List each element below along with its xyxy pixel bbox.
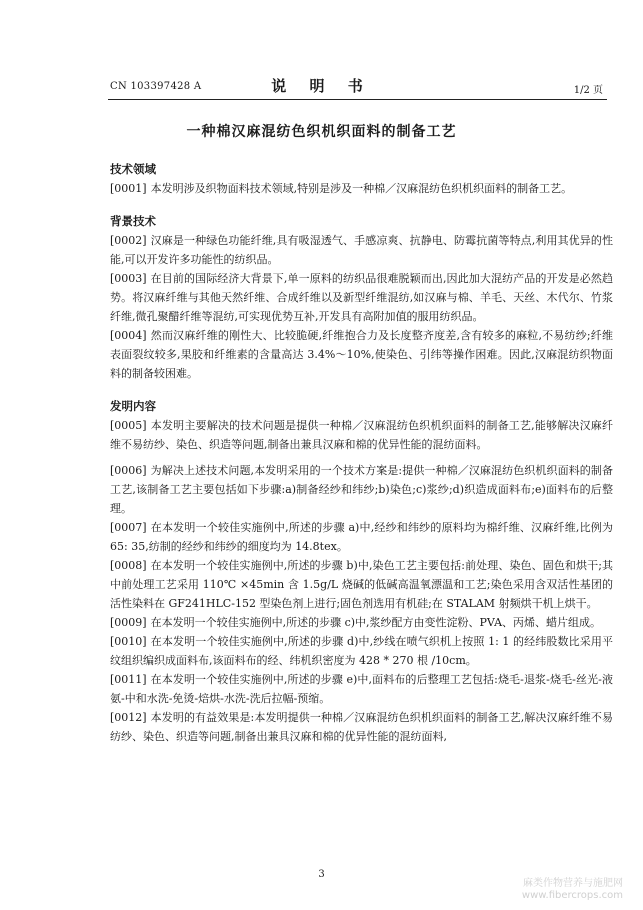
watermark-url: www.fibercrops.com: [521, 890, 623, 901]
paragraph-text: 在本发明一个较佳实施例中,所述的步骤 e)中,面料布的后整理工艺包括:烧毛-退浆-烧毛-丝光-液氨-中和水洗-免烫-焙烘-水洗-洗后拉幅-预缩。: [110, 673, 613, 705]
paragraph-number: [0001]: [110, 182, 147, 195]
header-divider: [108, 99, 607, 100]
paragraph-number: [0004]: [110, 329, 147, 342]
paragraph-number: [0009]: [110, 616, 147, 629]
paragraph-number: [0007]: [110, 521, 147, 534]
document-title: 一种棉汉麻混纺色织机织面料的制备工艺: [186, 124, 457, 140]
paragraph-text: 本发明主要解决的技术问题是提供一种棉／汉麻混纺色织机织面料的制备工艺,能够解决汉麻纤维不易纺纱、染色、织造等问题,制备出兼具汉麻和棉的优异性能的混纺面料。: [110, 419, 613, 451]
site-watermark: [522, 878, 623, 902]
paragraph-0003: [110, 269, 613, 326]
paragraph-0006: [110, 461, 613, 518]
document-type-heading: 说 明 书: [271, 77, 372, 95]
publication-number: CN 103397428 A: [110, 81, 202, 92]
page-number: 3: [318, 869, 325, 880]
paragraph-0002: [110, 231, 613, 269]
paragraph-0004: [110, 326, 613, 383]
paragraph-number: [0010]: [110, 635, 147, 648]
paragraph-text: 在本发明一个较佳实施例中,所述的步骤 a)中,经纱和纬纱的原料均为棉纤维、汉麻纤维,比例为 65: 35,纺制的经纱和纬纱的细度均为 14.8tex。: [110, 521, 613, 553]
paragraph-number: [0008]: [110, 559, 147, 572]
paragraph-number: [0002]: [110, 234, 147, 247]
paragraph-number: [0003]: [110, 272, 147, 285]
paragraph-text: 汉麻是一种绿色功能纤维,具有吸湿透气、手感凉爽、抗静电、防霉抗菌等特点,利用其优异的性能,可以开发许多功能性的纺织品。: [110, 234, 613, 266]
paragraph-number: [0006]: [110, 464, 147, 477]
paragraph-number: [0011]: [110, 673, 147, 686]
paragraph-text: 本发明的有益效果是:本发明提供一种棉／汉麻混纺色织机织面料的制备工艺,解决汉麻纤维不易纺纱、染色、织造等问题,制备出兼具汉麻和棉的优异性能的混纺面料,: [110, 711, 613, 743]
paragraph-text: 然而汉麻纤维的刚性大、比较脆硬,纤维抱合力及长度整齐度差,含有较多的麻粒,不易纺纱;纤维表面裂纹较多,果胶和纤维素的含量高达 3.4%～10%,使染色、引纬等操作困难。因此,汉麻混纺织物面料的制备较困难。: [110, 329, 613, 380]
section-heading-invention-content: 发明内容: [110, 399, 156, 413]
watermark-site-name: 麻类作物营养与施肥网: [523, 878, 623, 889]
document-body: [110, 160, 613, 746]
paragraph-0005: [110, 416, 613, 454]
paragraph-number: [0012]: [110, 711, 147, 724]
paragraph-0008: [110, 556, 613, 613]
paragraph-0007: [110, 518, 613, 556]
paragraph-number: [0005]: [110, 419, 147, 432]
page-indicator: 1/2 页: [573, 85, 603, 96]
paragraph-text: 在本发明一个较佳实施例中,所述的步骤 c)中,浆纱配方由变性淀粉、PVA、丙烯、蜡片组成。: [150, 616, 602, 629]
paragraph-0011: [110, 670, 613, 708]
paragraph-0009: [110, 613, 613, 632]
section-heading-technical-field: 技术领域: [110, 162, 156, 176]
paragraph-text: 本发明涉及织物面料技术领域,特别是涉及一种棉／汉麻混纺色织机织面料的制备工艺。: [150, 182, 573, 195]
paragraph-text: 在本发明一个较佳实施例中,所述的步骤 d)中,纱线在喷气织机上按照 1: 1 的经纬股数比采用平纹组织编织成面料布,该面料布的经、纬机织密度为 428 * 270 根 /10cm。: [110, 635, 613, 667]
paragraph-text: 在本发明一个较佳实施例中,所述的步骤 b)中,染色工艺主要包括:前处理、染色、固色和烘干;其中前处理工艺采用 110℃ ×45min 含 1.5g/L 烧碱的低碱高温氧漂温和工艺;染色采用含双活性基团的活性染料在 GF241HLC-152 型染色剂上进行;固色剂选用有机硅;在 STALAM 射频烘干机上烘干。: [110, 559, 613, 610]
paragraph-0010: [110, 632, 613, 670]
paragraph-0012: [110, 708, 613, 746]
paragraph-0001: [110, 179, 613, 198]
paragraph-text: 在目前的国际经济大背景下,单一原料的纺织品很难脱颖而出,因此加大混纺产品的开发是必然趋势。将汉麻纤维与其他天然纤维、合成纤维以及新型纤维混纺,如汉麻与棉、羊毛、天丝、木代尔、竹浆纤维,微孔聚醋纤维等混纺,可实现优势互补,开发具有高附加值的服用纺织品。: [110, 272, 613, 323]
section-heading-background: 背景技术: [110, 214, 156, 228]
paragraph-text: 为解决上述技术问题,本发明采用的一个技术方案是:提供一种棉／汉麻混纺色织机织面料的制备工艺,该制备工艺主要包括如下步骤:a)制备经纱和纬纱;b)染色;c)浆纱;d)织造成面料布;e)面料布的后整理。: [110, 464, 613, 515]
